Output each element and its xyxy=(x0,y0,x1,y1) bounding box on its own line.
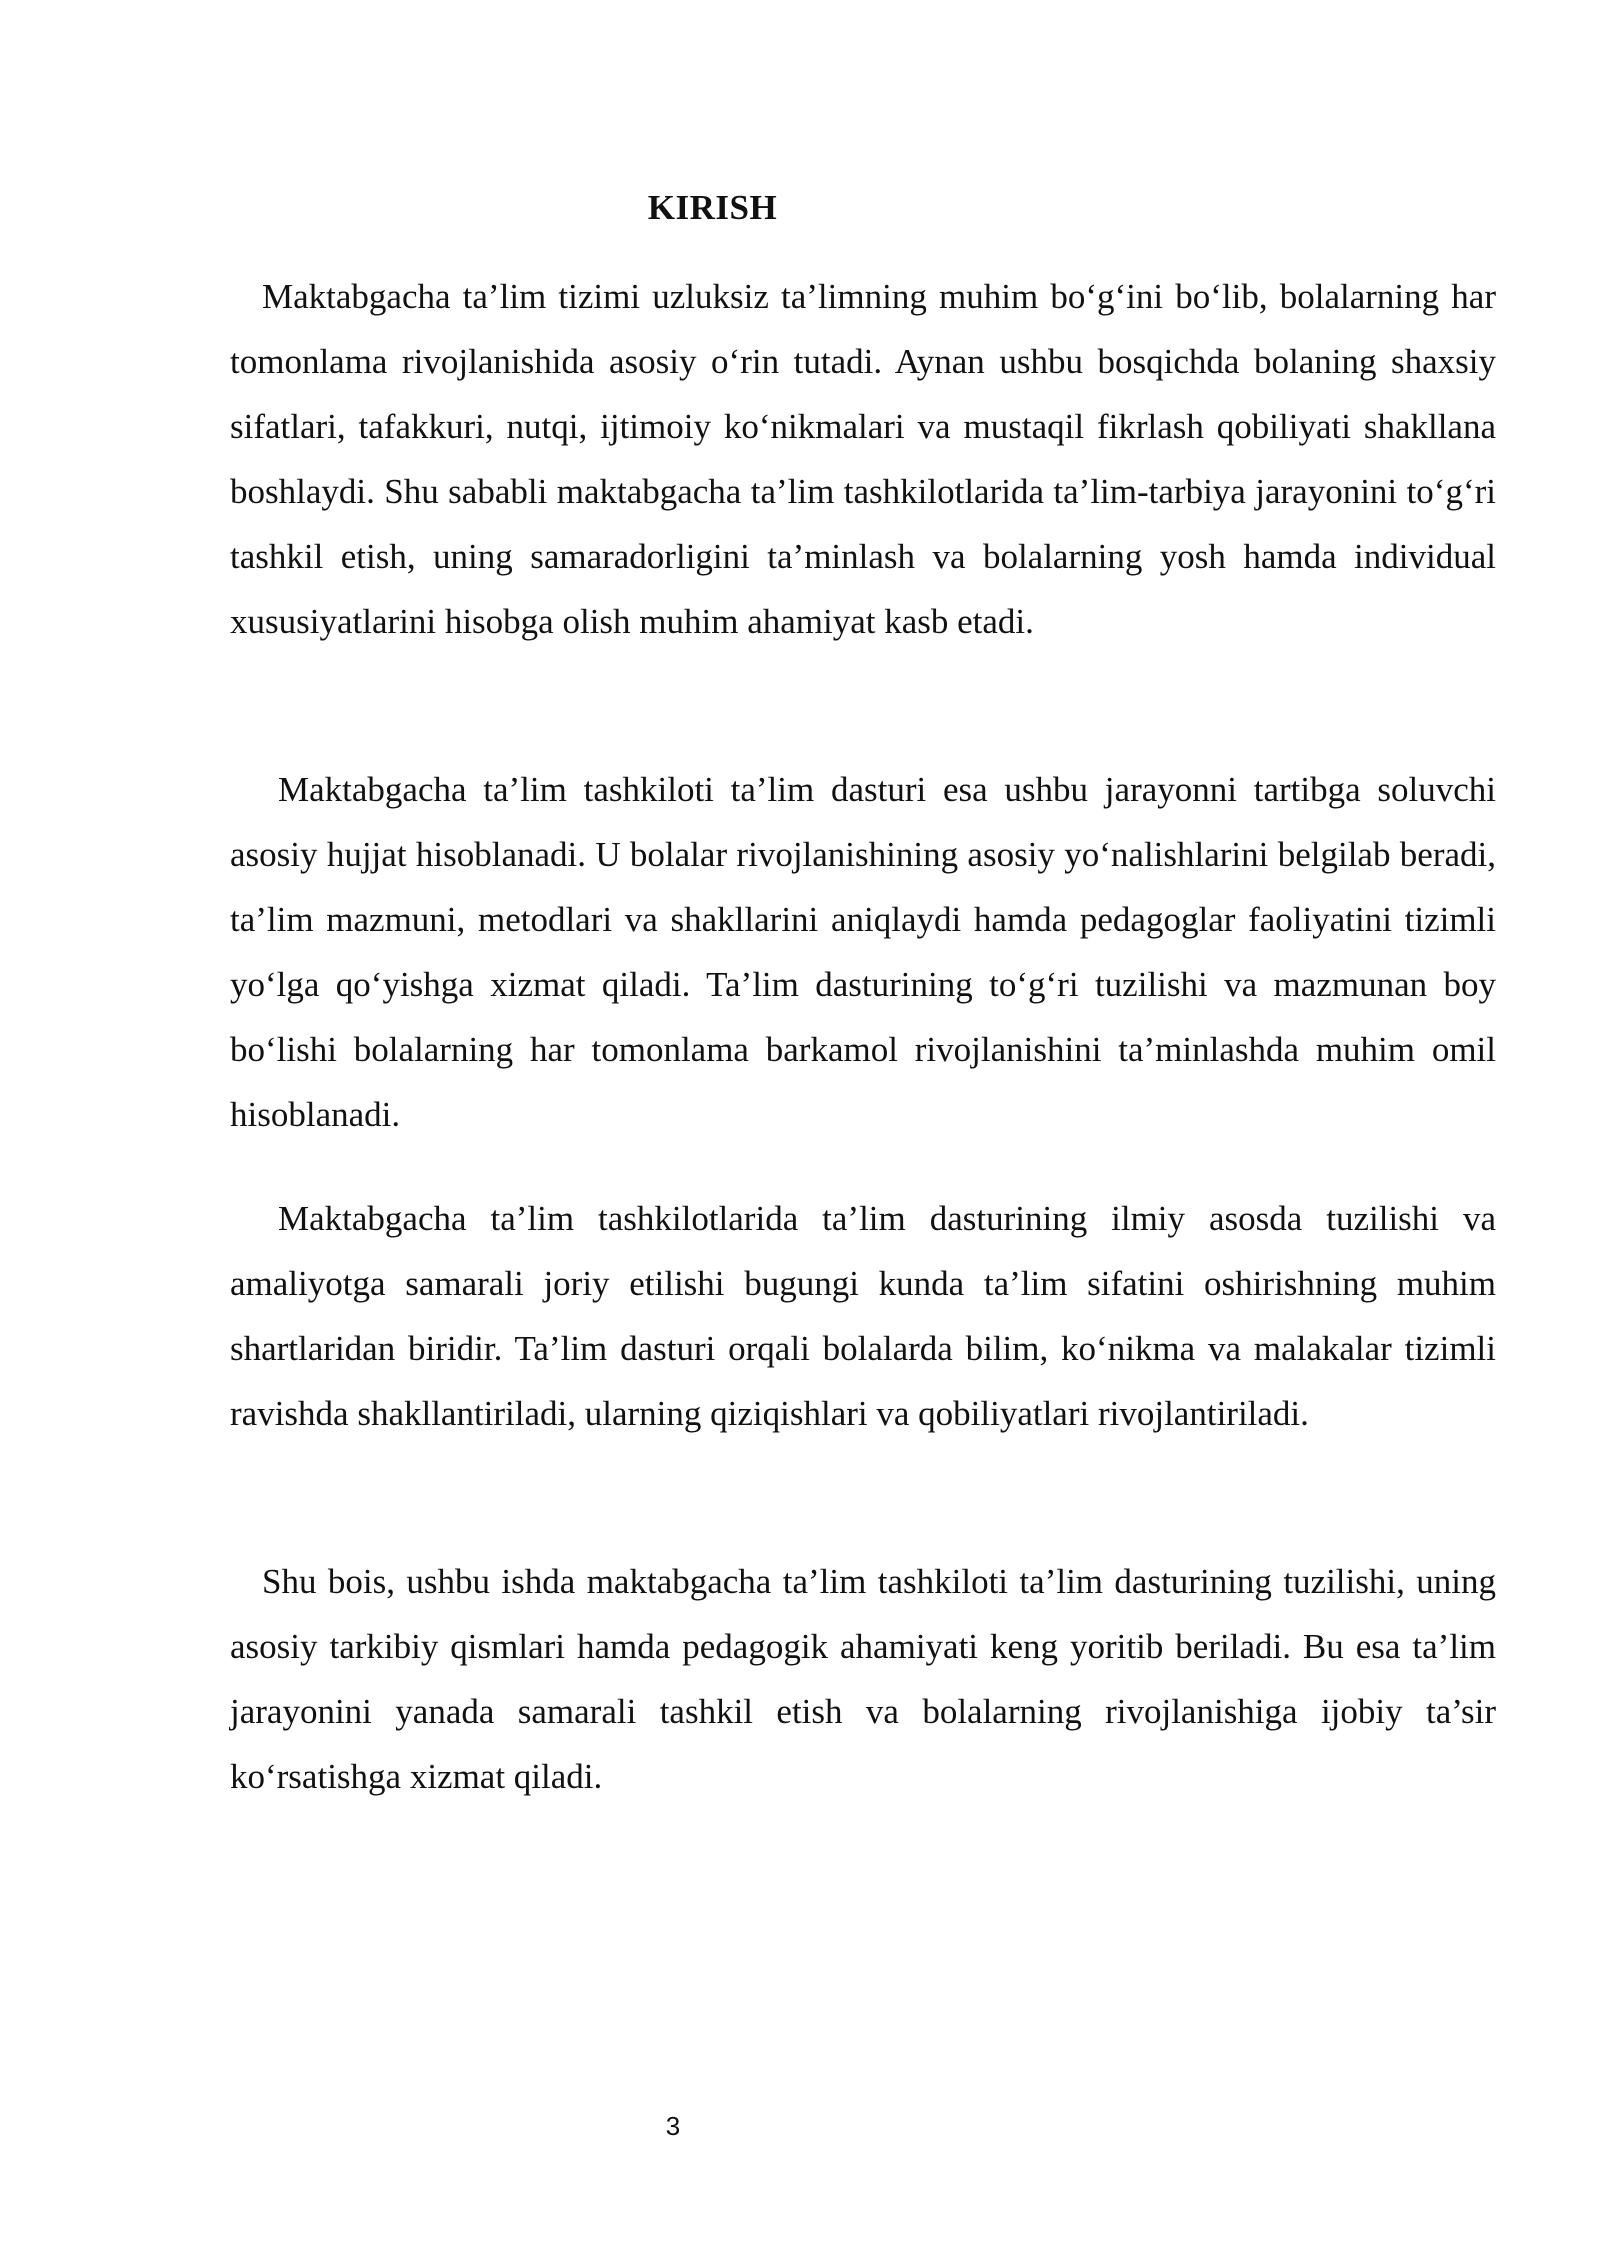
section-title: KIRISH xyxy=(647,188,778,227)
paragraph-2: Maktabgacha ta’lim tashkiloti ta’lim dasturi esa ushbu jarayonni tartibga soluvchi asosiy hujjat hisoblanadi. U bolalar rivojlanishining asosiy yo‘nalishlarini belgilab beradi, ta’lim mazmuni, metodlari va shakllarini aniqlaydi hamda pedagoglar faoliyatini tizimli yo‘lga qo‘yishga xizmat qiladi. Ta’lim dasturining to‘g‘ri tuzilishi va mazmunan boy bo‘lishi bolalarning har tomonlama barkamol rivojlanishini ta’minlashda muhim omil hisoblanadi. xyxy=(230,770,1496,1134)
page-number: 3 xyxy=(665,2111,681,2141)
paragraph-3: Maktabgacha ta’lim tashkilotlarida ta’lim dasturining ilmiy asosda tuzilishi va amaliyotga samarali joriy etilishi bugungi kunda ta’lim sifatini oshirishning muhim shartlaridan biridir. Ta’lim dasturi orqali bolalarda bilim, ko‘nikma va malakalar tizimli ravishda shakllantiriladi, ularning qiziqishlari va qobiliyatlari rivojlantiriladi. xyxy=(230,1199,1496,1433)
paragraph-4: Shu bois, ushbu ishda maktabgacha ta’lim tashkiloti ta’lim dasturining tuzilishi, uning asosiy tarkibiy qismlari hamda pedagogik ahamiyati keng yoritib beriladi. Bu esa ta’lim jarayonini yanada samarali tashkil etish va bolalarning rivojlanishiga ijobiy ta’sir ko‘rsatishga xizmat qiladi. xyxy=(230,1562,1496,1796)
paragraph-1: Maktabgacha ta’lim tizimi uzluksiz ta’limning muhim bo‘g‘ini bo‘lib, bolalarning har tomonlama rivojlanishida asosiy o‘rin tutadi. Aynan ushbu bosqichda bolaning shaxsiy sifatlari, tafakkuri, nutqi, ijtimoiy ko‘nikmalari va mustaqil fikrlash qobiliyati shakllana boshlaydi. Shu sababli maktabgacha ta’lim tashkilotlarida ta’lim-tarbiya jarayonini to‘g‘ri tashkil etish, uning samaradorligini ta’minlash va bolalarning yosh hamda individual xususiyatlarini hisobga olish muhim ahamiyat kasb etadi. xyxy=(230,277,1496,641)
